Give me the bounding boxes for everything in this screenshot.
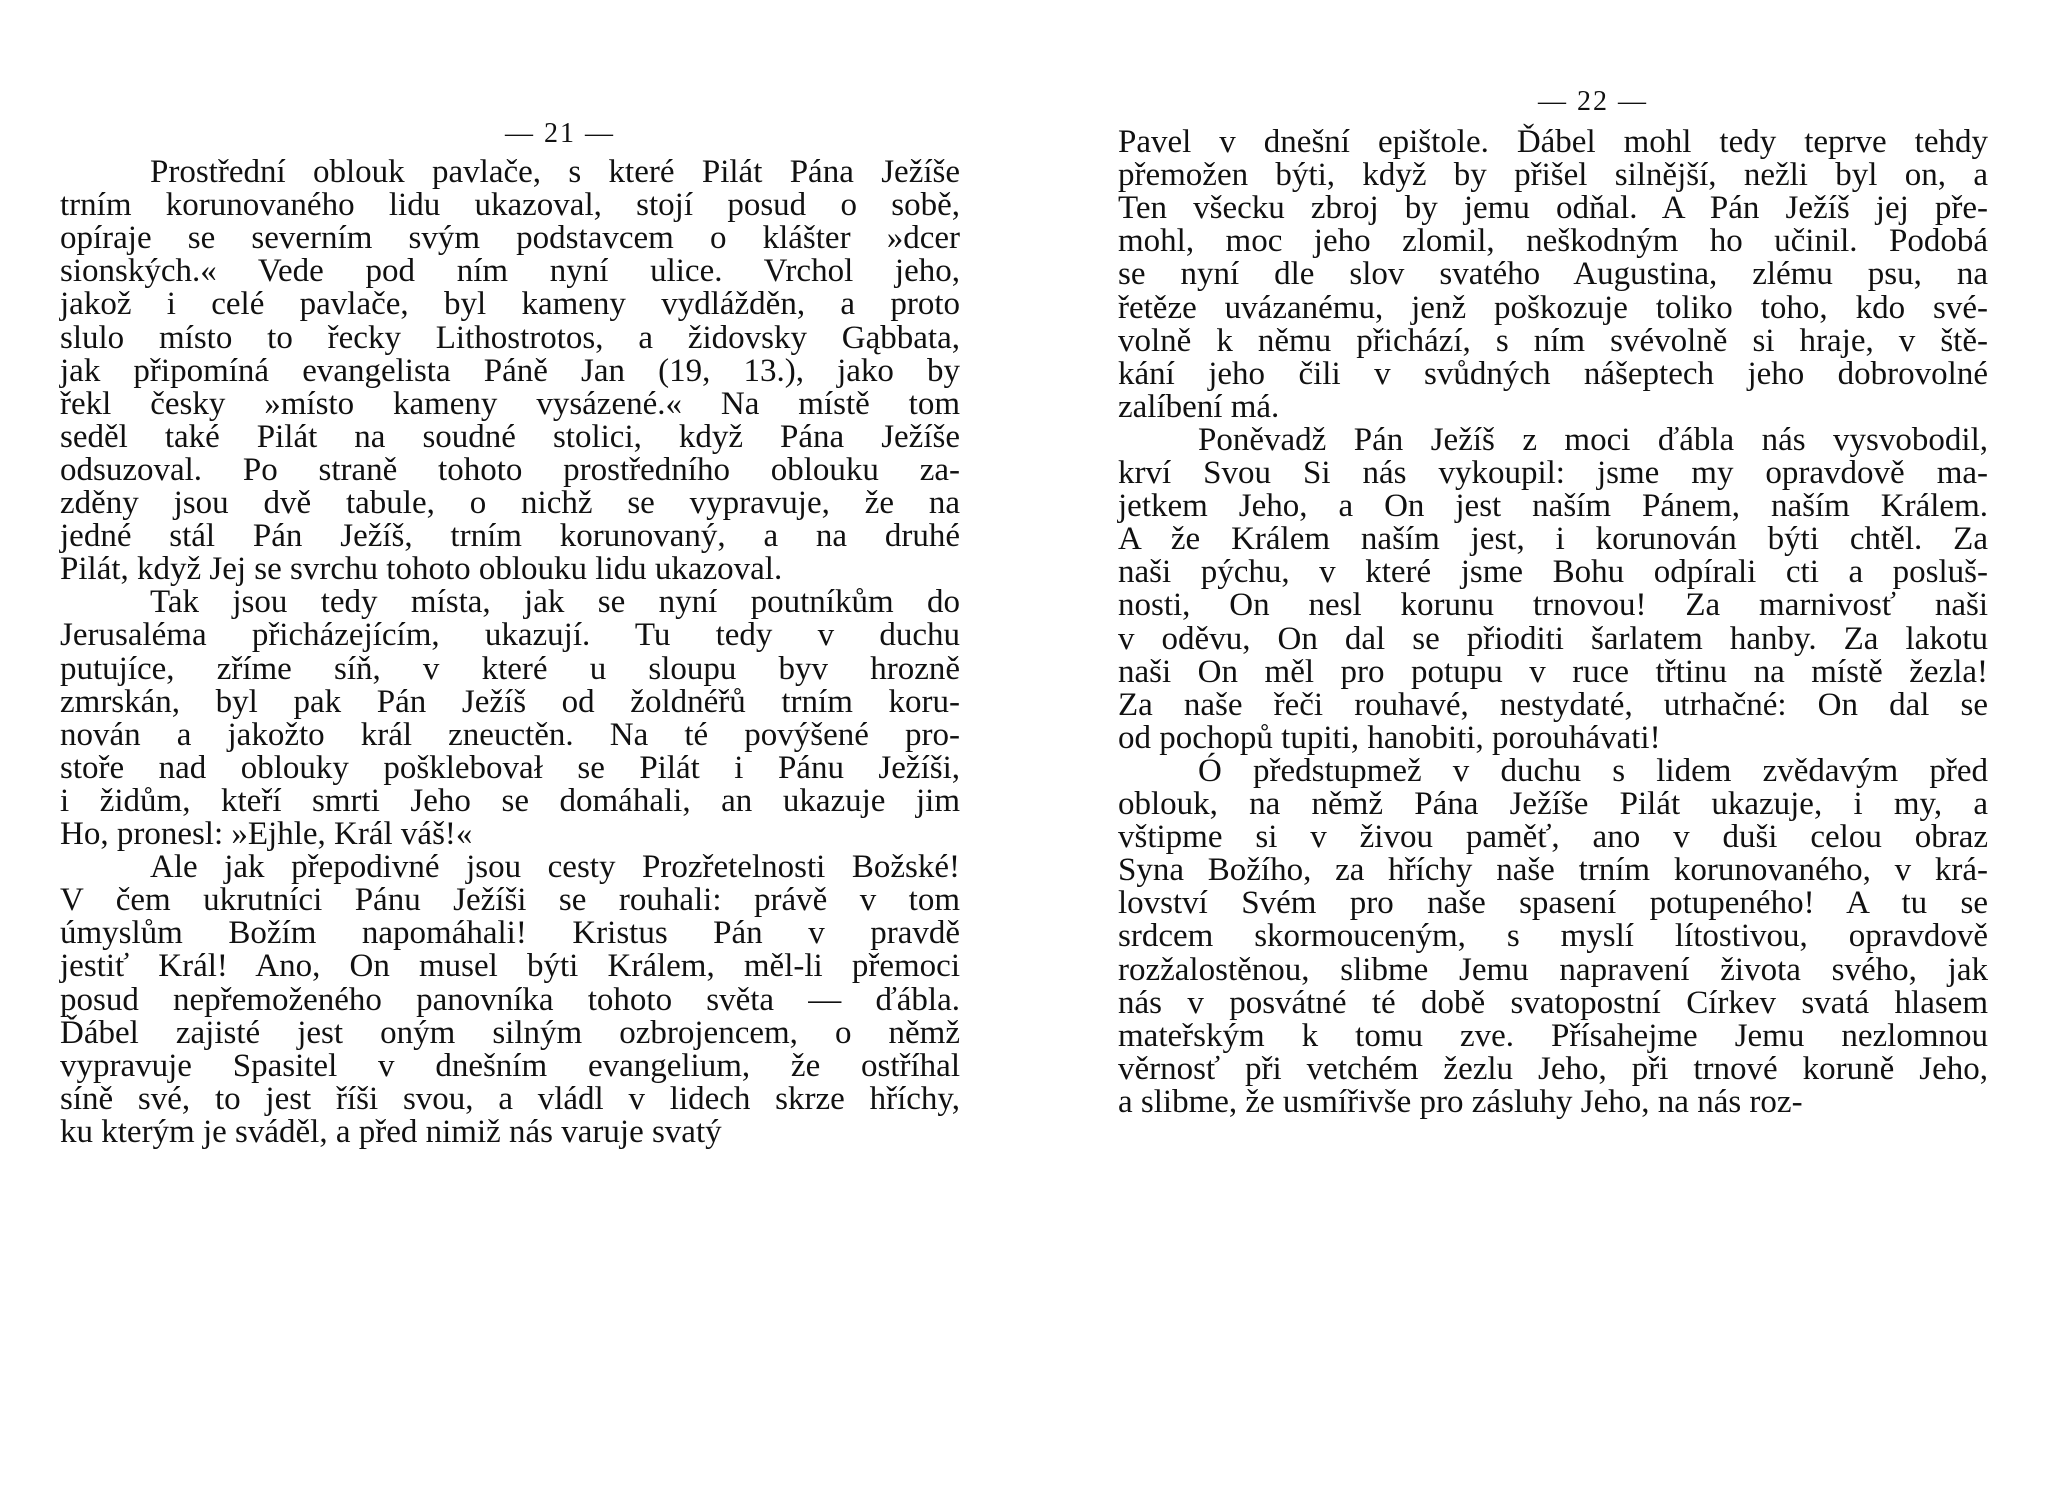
text-line: naši On měl pro potupu v ruce třtinu na místě žezla! [1118, 653, 1988, 690]
text-line: mohl, moc jeho zlomil, neškodným ho učinil. Podobá [1118, 223, 1988, 260]
text-line: lovství Svém pro naše spasení potupeného! A tu se [1118, 885, 1988, 922]
text-line: Tak jsou tedy místa, jak se nyní poutníkům do [150, 584, 960, 621]
page-number: — 21 — [505, 118, 615, 149]
text-line: Prostřední oblouk pavlače, s které Pilát Pána Ježíše [150, 154, 960, 190]
text-line: V čem ukrutníci Pánu Ježíši se rouhali: právě v tom [60, 882, 960, 919]
text-line: Ho, pronesl: »Ejhle, Král váš!« [60, 816, 473, 852]
text-line: mateřským k tomu zve. Přísahejme Jemu nezlomnou [1118, 1017, 1988, 1054]
text-line: Syna Božího, za hříchy naše trním korunovaného, v krá- [1118, 852, 1988, 889]
text-line: rozžalostěnou, slibme Jemu napravení života svého, jak [1118, 951, 1988, 988]
text-line: řekl česky »místo kameny vysázené.« Na místě tom [60, 385, 960, 422]
text-line: úmyslům Božím napomáhali! Kristus Pán v pravdě [60, 915, 960, 952]
text-line: volně k němu přichází, s ním svévolně si hraje, v ště- [1118, 322, 1988, 359]
text-line: A že Králem naším jest, i korunován býti chtěl. Za [1118, 521, 1988, 558]
text-line: ku kterým je sváděl, a před nimiž nás varuje svatý [60, 1113, 722, 1150]
text-line: putujíce, zříme síň, v které u sloupu byv hrozně [60, 650, 960, 687]
text-line: Ďábel zajisté jest oným silným ozbrojencem, o němž [60, 1014, 960, 1051]
text-line: Poněvadž Pán Ježíš z moci ďábla nás vysvobodil, [1198, 421, 1988, 458]
text-line: Ó předstupmež v duchu s lidem zvědavým před [1198, 752, 1988, 789]
text-line: vypravuje Spasitel v dnešním evangelium, že ostříhal [60, 1047, 960, 1084]
text-line: zděny jsou dvě tabule, o nichž se vypravuje, že na [60, 485, 960, 521]
text-line: Pilát, když Jej se svrchu tohoto oblouku lidu ukazoval. [60, 551, 783, 588]
text-line: oblouk, na němž Pána Ježíše Pilát ukazuje, i my, a [1118, 786, 1988, 822]
text-line: seděl také Pilát na soudné stolici, když Pána Ježíše [60, 418, 960, 455]
text-line: slulo místo to řecky Lithostrotos, a židovsky Gąbbata, [60, 319, 960, 356]
text-line: od pochopů tupiti, hanobiti, porouhávati! [1118, 719, 1661, 756]
text-line: srdcem skormouceným, s myslí lítostivou, opravdově [1118, 918, 1988, 955]
text-line: Ale jak přepodivné jsou cesty Prozřetelnosti Božské! [150, 849, 960, 886]
text-line: Jerusaléma přicházejícím, ukazují. Tu tedy v duchu [60, 617, 960, 654]
text-line: jestiť Král! Ano, On musel býti Králem, měl-li přemoci [60, 948, 960, 985]
text-line: posud nepřemoženého panovníka tohoto světa — ďábla. [60, 981, 960, 1018]
text-line: jakož i celé pavlače, byl kameny vydlážděn, a proto [60, 286, 960, 323]
text-line: jetkem Jeho, a On jest naším Pánem, naším Králem. [1118, 488, 1988, 525]
text-line: nosti, On nesl korunu trnovou! Za marnivosť naši [1118, 587, 1988, 624]
text-line: naši pýchu, v které jsme Bohu odpírali cti a posluš- [1118, 554, 1988, 591]
text-line: přemožen býti, když by přišel silnější, nežli byl on, a [1118, 157, 1988, 194]
text-line: Za naše řeči rouhavé, nestydaté, utrhačné: On dal se [1118, 686, 1988, 723]
text-line: sionských.« Vede pod ním nyní ulice. Vrchol jeho, [60, 253, 960, 290]
text-line: krví Svou Si nás vykoupil: jsme my opravdově ma- [1118, 455, 1988, 491]
text-line: a slibme, že usmířivše pro zásluhy Jeho, na nás roz- [1118, 1083, 1803, 1120]
text-line: síně své, to jest říši svou, a vládl v lidech skrze hříchy, [60, 1080, 960, 1117]
text-line: nás v posvátné té době svatopostní Církev svatá hlasem [1118, 984, 1988, 1021]
text-line: v oděvu, On dal se přioditi šarlatem hanby. Za lakotu [1118, 620, 1988, 657]
text-line: jedné stál Pán Ježíš, trním korunovaný, a na druhé [60, 518, 960, 555]
text-line: řetěze uvázanému, jenž poškozuje toliko toho, kdo své- [1118, 289, 1988, 326]
text-line: opíraje se severním svým podstavcem o klášter »dcer [60, 220, 960, 257]
text-line: trním korunovaného lidu ukazoval, stojí posud o sobě, [60, 187, 960, 224]
text-line: odsuzoval. Po straně tohoto prostředního oblouku za- [60, 451, 960, 488]
text-line: stoře nad oblouky pošklebovał se Pilát i Pánu Ježíši, [60, 749, 960, 786]
text-line: vštipme si v živou paměť, ano v duši celou obraz [1118, 819, 1988, 856]
page-number: — 22 — [1538, 86, 1648, 117]
text-line: věrnosť při vetchém žezlu Jeho, při trnové koruně Jeho, [1118, 1050, 1988, 1087]
text-line: zalíbení má. [1118, 388, 1280, 425]
text-line: zmrskán, byl pak Pán Ježíš od žoldnéřů trním koru- [60, 683, 960, 720]
text-line: kání jeho čili v svůdných nášeptech jeho dobrovolné [1118, 355, 1988, 392]
text-line: se nyní dle slov svatého Augustina, zlému psu, na [1118, 256, 1988, 293]
text-line: Pavel v dnešní epištole. Ďábel mohl tedy teprve tehdy [1118, 124, 1988, 160]
text-line: Ten všecku zbroj by jemu odňal. A Pán Ježíš jej pře- [1118, 190, 1988, 227]
text-line: jak připomíná evangelista Páně Jan (19, 13.), jako by [60, 352, 960, 389]
text-line: nován a jakožto král zneuctěn. Na té povýšené pro- [60, 716, 960, 753]
text-line: i židům, kteří smrti Jeho se domáhali, an ukazuje jim [60, 782, 960, 819]
